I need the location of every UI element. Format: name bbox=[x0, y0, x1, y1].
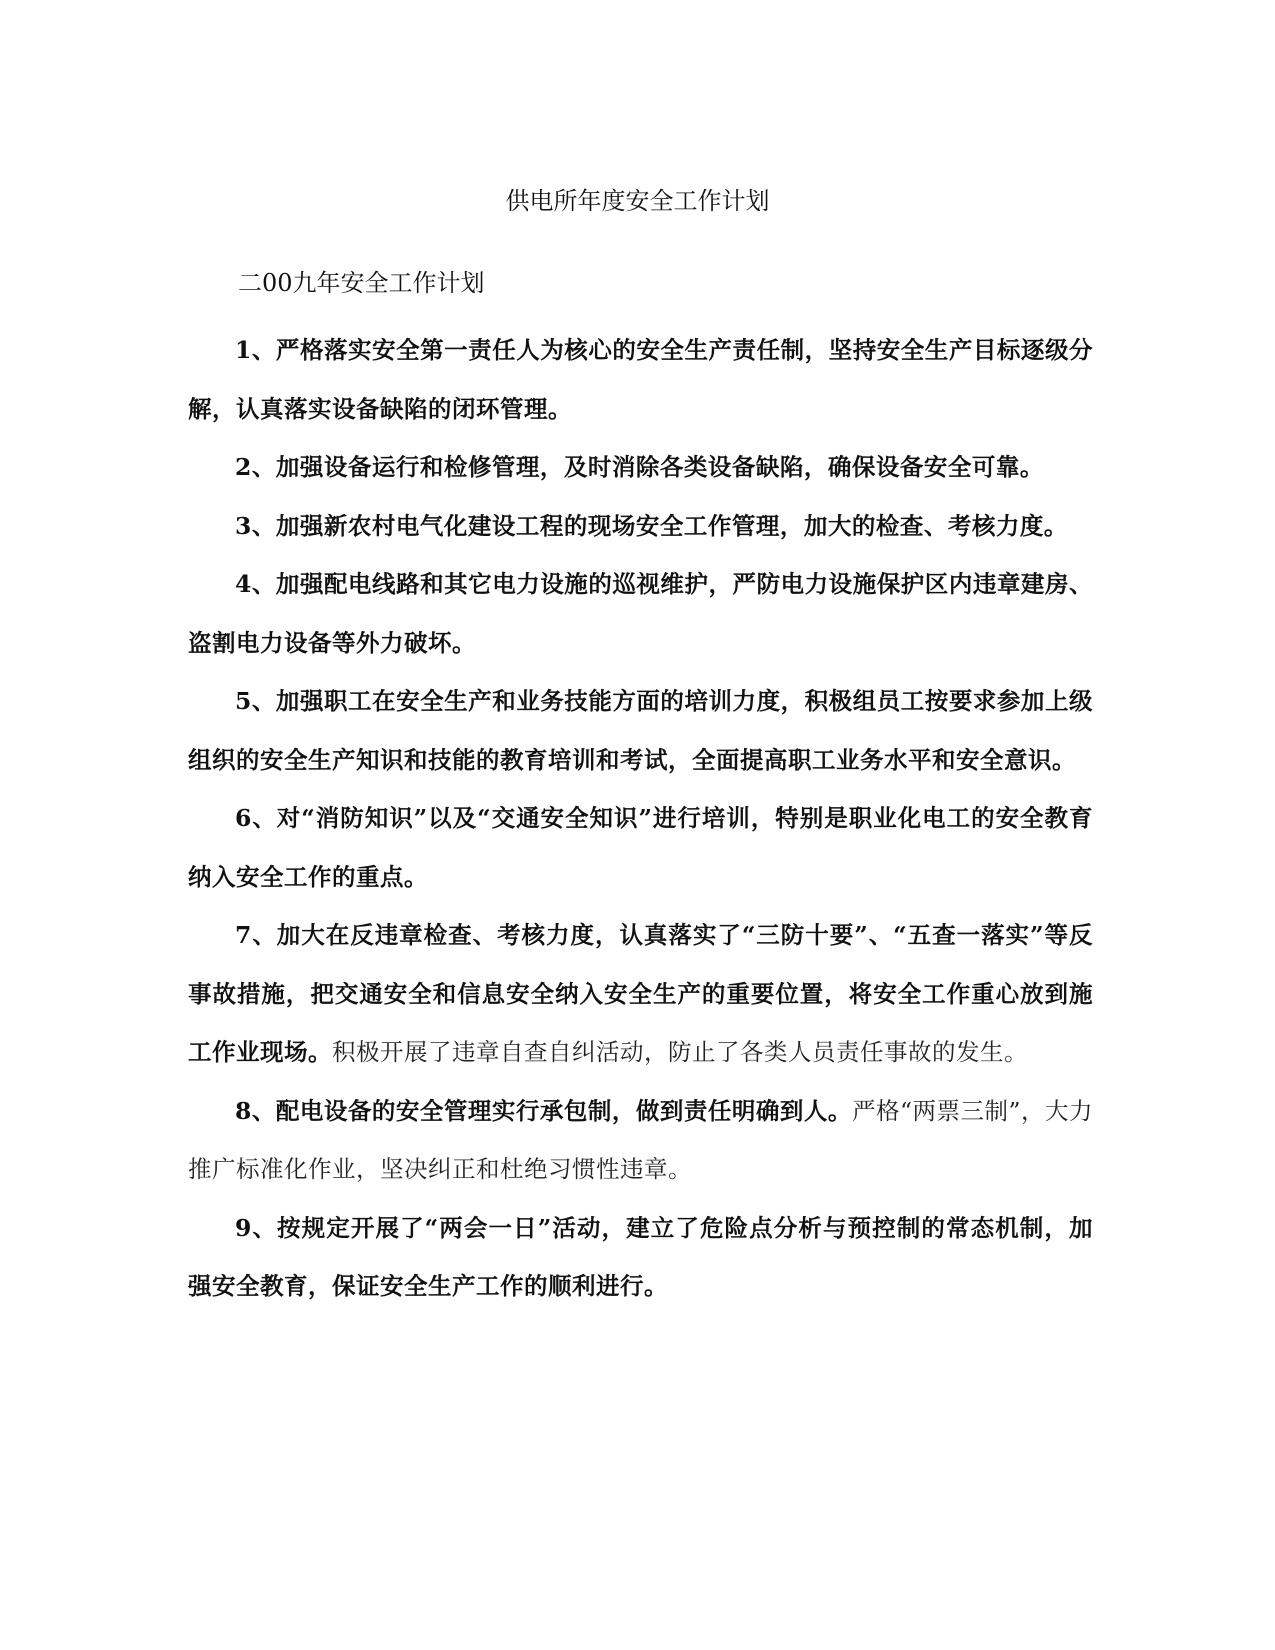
plan-item-text: 6、对“消防知识”以及“交通安全知识”进行培训，特别是职业化电工的安全教育纳入安全工作的重点。 bbox=[188, 804, 1093, 891]
plan-item bbox=[188, 555, 1093, 672]
plan-item-extra: 严格“两票三制”，大力推广标准化作业，坚决纠正和杜绝习惯性违章。 bbox=[188, 1096, 1093, 1183]
plan-item bbox=[188, 438, 1093, 497]
plan-item-text: 4、加强配电线路和其它电力设施的巡视维护，严防电力设施保护区内违章建房、盗割电力设备等外力破坏。 bbox=[188, 570, 1093, 657]
plan-item-text: 2、加强设备运行和检修管理，及时消除各类设备缺陷，确保设备安全可靠。 bbox=[235, 453, 1044, 481]
document-subtitle: 二00九年安全工作计划 bbox=[238, 269, 485, 297]
plan-item bbox=[188, 497, 1093, 556]
plan-item bbox=[188, 321, 1093, 438]
plan-item-list bbox=[188, 321, 1093, 1316]
plan-item-text: 3、加强新农村电气化建设工程的现场安全工作管理，加大的检查、考核力度。 bbox=[235, 511, 1068, 540]
plan-item-text: 8、配电设备的安全管理实行承包制，做到责任明确到人。 bbox=[235, 1096, 852, 1125]
plan-item-extra: 积极开展了违章自查自纠活动，防止了各类人员责任事故的发生。 bbox=[332, 1038, 1028, 1066]
plan-item-text: 9、按规定开展了“两会一日”活动，建立了危险点分析与预控制的常态机制，加强安全教育，保证安全生产工作的顺利进行。 bbox=[188, 1213, 1093, 1300]
plan-item bbox=[188, 789, 1093, 906]
plan-item-text: 5、加强职工在安全生产和业务技能方面的培训力度，积极组员工按要求参加上级组织的安全生产知识和技能的教育培训和考试，全面提高职工业务水平和安全意识。 bbox=[188, 687, 1093, 774]
document-title: 供电所年度安全工作计划 bbox=[505, 187, 770, 215]
plan-item bbox=[188, 1082, 1093, 1199]
plan-item bbox=[188, 906, 1093, 1082]
plan-item-text: 7、加大在反违章检查、考核力度，认真落实了“三防十要”、“五查一落实”等反事故措施，把交通安全和信息安全纳入安全生产的重要位置，将安全工作重心放到施工作业现场。 bbox=[188, 921, 1093, 1066]
plan-item-text: 1、严格落实安全第一责任人为核心的安全生产责任制，坚持安全生产目标逐级分解，认真落实设备缺陷的闭环管理。 bbox=[188, 336, 1093, 423]
plan-item bbox=[188, 1199, 1093, 1316]
plan-item bbox=[188, 672, 1093, 789]
